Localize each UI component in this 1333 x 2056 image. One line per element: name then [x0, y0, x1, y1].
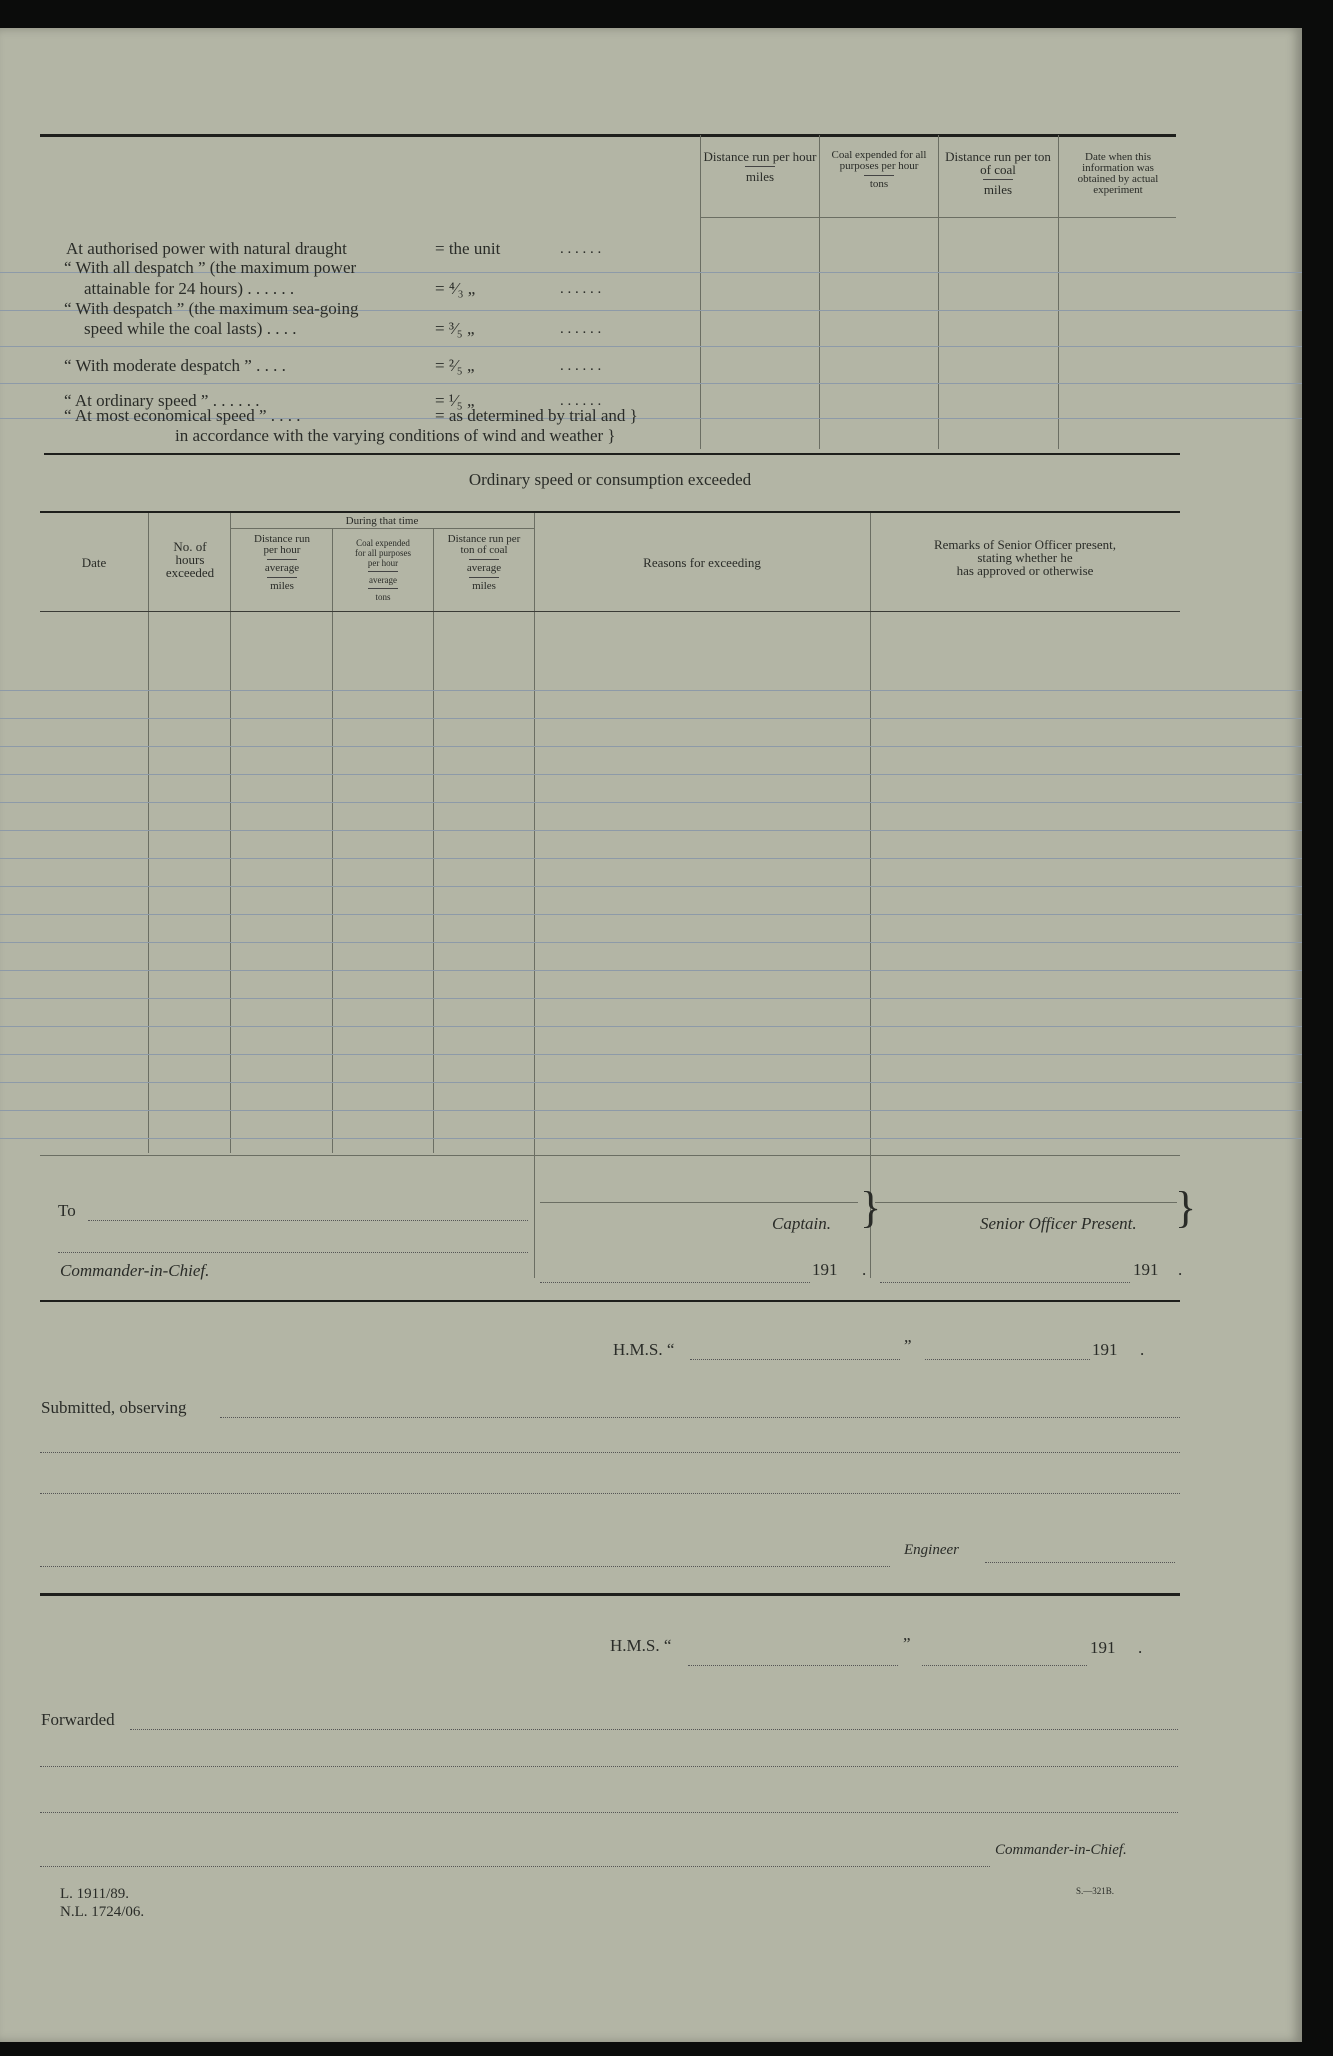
date-field-2[interactable]: [922, 1665, 1087, 1666]
to-label: To: [58, 1201, 76, 1220]
senior-officer-label: Senior Officer Present.: [980, 1214, 1137, 1233]
ruled-line: [0, 858, 1302, 859]
row-dots: . . . . . .: [560, 241, 602, 257]
row-all-despatch-cont: attainable for 24 hours) . . . . . .: [84, 279, 295, 298]
year-label: 191: [1092, 1340, 1118, 1359]
senior-dot: .: [1178, 1260, 1183, 1279]
submitted-line-3[interactable]: [40, 1493, 1180, 1494]
ruled-line: [0, 346, 1302, 347]
ruled-line: [0, 830, 1302, 831]
ruled-line: [0, 718, 1302, 719]
ruled-line: [0, 774, 1302, 775]
submitted-label: Submitted, observing: [41, 1398, 187, 1417]
forwarded-label: Forwarded: [41, 1710, 115, 1729]
header-distance-per-ton: Distance run per ton of coal miles: [945, 149, 1051, 197]
row-conditions: in accordance with the varying conditions of wind and weather }: [175, 426, 616, 445]
year-dot-2: .: [1138, 1638, 1143, 1657]
ruled-line: [0, 746, 1302, 747]
form-number: S.—321B.: [1076, 1886, 1115, 1896]
row-ratio: = ⁴⁄₃ „: [435, 279, 476, 298]
row-ratio: = ²⁄₅ „: [435, 356, 475, 375]
submitted-line[interactable]: [220, 1417, 1180, 1418]
year-label-2: 191: [1090, 1638, 1116, 1657]
col-divider: [534, 513, 535, 1278]
forwarded-line-3[interactable]: [40, 1812, 1178, 1813]
col-divider: [433, 528, 434, 1153]
captain-year: 191: [812, 1260, 838, 1279]
commander-label-2: Commander-in-Chief.: [995, 1842, 1127, 1858]
row-all-despatch: “ With all despatch ” (the maximum power: [64, 258, 357, 277]
row-dots: . . . . . .: [560, 393, 602, 409]
ruled-line: [0, 1082, 1302, 1083]
submitted-line-2[interactable]: [40, 1452, 1180, 1453]
header-distance-average: Distance run per hour average miles: [254, 533, 310, 592]
col-divider: [1058, 135, 1059, 449]
ruled-line: [0, 998, 1302, 999]
row-ratio: = as determined by trial and }: [435, 406, 638, 425]
col-divider: [332, 528, 333, 1153]
senior-date-line[interactable]: [880, 1282, 1130, 1283]
ruled-line: [0, 942, 1302, 943]
ruled-line: [0, 690, 1302, 691]
top-rule: [40, 134, 1176, 137]
ruled-line: [0, 886, 1302, 887]
section-title: Ordinary speed or consumption exceeded: [468, 470, 752, 489]
commander-label: Commander-in-Chief.: [60, 1261, 210, 1280]
brace: }: [1175, 1183, 1197, 1232]
ruled-line: [0, 383, 1302, 384]
header-underline: [700, 217, 1176, 218]
exceed-bottom-rule: [40, 1155, 1180, 1156]
captain-date-line[interactable]: [540, 1282, 810, 1283]
col-divider: [870, 513, 871, 1278]
ship-name-field-2[interactable]: [688, 1665, 898, 1666]
signature-bottom-rule: [40, 1300, 1180, 1302]
header-reasons: Reasons for exceeding: [643, 555, 761, 570]
engineer-signature-line[interactable]: [40, 1566, 890, 1567]
commander-signature-line[interactable]: [40, 1866, 990, 1867]
ship-name-field[interactable]: [690, 1359, 900, 1360]
header-date: Date: [81, 555, 107, 570]
forwarded-line-2[interactable]: [40, 1766, 1178, 1767]
ruled-line: [0, 1110, 1302, 1111]
ruled-line: [0, 1026, 1302, 1027]
header-bottom-rule: [40, 611, 1180, 612]
engineer-label: Engineer: [904, 1542, 959, 1558]
row-dots: . . . . . .: [560, 358, 602, 374]
hms-label: H.M.S. “: [613, 1340, 675, 1359]
captain-signature-line[interactable]: [540, 1202, 858, 1203]
year-dot: .: [1140, 1340, 1145, 1359]
reference-2: N.L. 1724/06.: [60, 1904, 145, 1920]
header-during-that-time: During that time: [345, 515, 419, 527]
ruled-line: [0, 1138, 1302, 1139]
senior-year: 191: [1133, 1260, 1159, 1279]
captain-dot: .: [862, 1260, 867, 1279]
header-distance-per-hour: Distance run per hour miles: [703, 149, 817, 184]
exceed-top-rule: [40, 511, 1180, 513]
row-dots: . . . . . .: [560, 281, 602, 297]
ruled-line: [0, 1054, 1302, 1055]
engineer-line-2[interactable]: [985, 1562, 1175, 1563]
row-moderate-despatch: “ With moderate despatch ” . . . .: [64, 356, 286, 375]
date-field[interactable]: [925, 1359, 1090, 1360]
close-quote-2: ”: [903, 1634, 911, 1653]
hms-label-2: H.M.S. “: [610, 1636, 672, 1655]
ruled-line: [0, 970, 1302, 971]
col-divider: [819, 135, 820, 449]
senior-signature-line[interactable]: [875, 1202, 1177, 1203]
to-line[interactable]: [88, 1220, 528, 1221]
forwarded-line[interactable]: [130, 1729, 1178, 1730]
to-line-2[interactable]: [58, 1252, 528, 1253]
row-dots: . . . . . .: [560, 321, 602, 337]
row-ratio: = ³⁄₅ „: [435, 319, 475, 338]
header-coal-per-hour: Coal expended for all purposes per hour tons: [831, 149, 927, 190]
top-table-bottom-rule: [44, 453, 1180, 455]
row-despatch: “ With despatch ” (the maximum sea-going: [64, 299, 359, 318]
close-quote: ”: [904, 1336, 912, 1355]
header-remarks: Remarks of Senior Officer present, stating whether he has approved or otherwise: [933, 537, 1117, 578]
brace: }: [860, 1183, 882, 1232]
row-ordinary-speed: “ At ordinary speed ” . . . . . .: [64, 391, 260, 410]
col-divider: [938, 135, 939, 449]
ruled-line: [0, 802, 1302, 803]
col-divider: [700, 135, 701, 449]
header-distance-per-ton-average: Distance run per ton of coal average miles: [447, 533, 521, 592]
col-divider: [148, 513, 149, 1153]
col-divider: [230, 513, 231, 1153]
header-date-experiment: Date when this information was obtained by actual experiment: [1077, 151, 1159, 196]
group-underline: [230, 528, 534, 529]
row-natural-draught: At authorised power with natural draught: [66, 239, 347, 258]
captain-label: Captain.: [772, 1214, 832, 1233]
ruled-line: [0, 914, 1302, 915]
reference-1: L. 1911/89.: [60, 1886, 130, 1902]
row-ratio: = the unit: [435, 239, 501, 258]
form-sheet: [0, 28, 1302, 2042]
header-hours-exceeded: No. of hours exceeded: [165, 539, 215, 580]
row-ratio: = ¹⁄₅ „: [435, 391, 475, 410]
row-despatch-cont: speed while the coal lasts) . . . .: [84, 319, 297, 338]
header-coal-average: Coal expended for all purposes per hour average tons: [355, 538, 411, 602]
row-economical-speed: “ At most economical speed ” . . . .: [64, 406, 301, 425]
submission-bottom-rule: [40, 1593, 1180, 1596]
